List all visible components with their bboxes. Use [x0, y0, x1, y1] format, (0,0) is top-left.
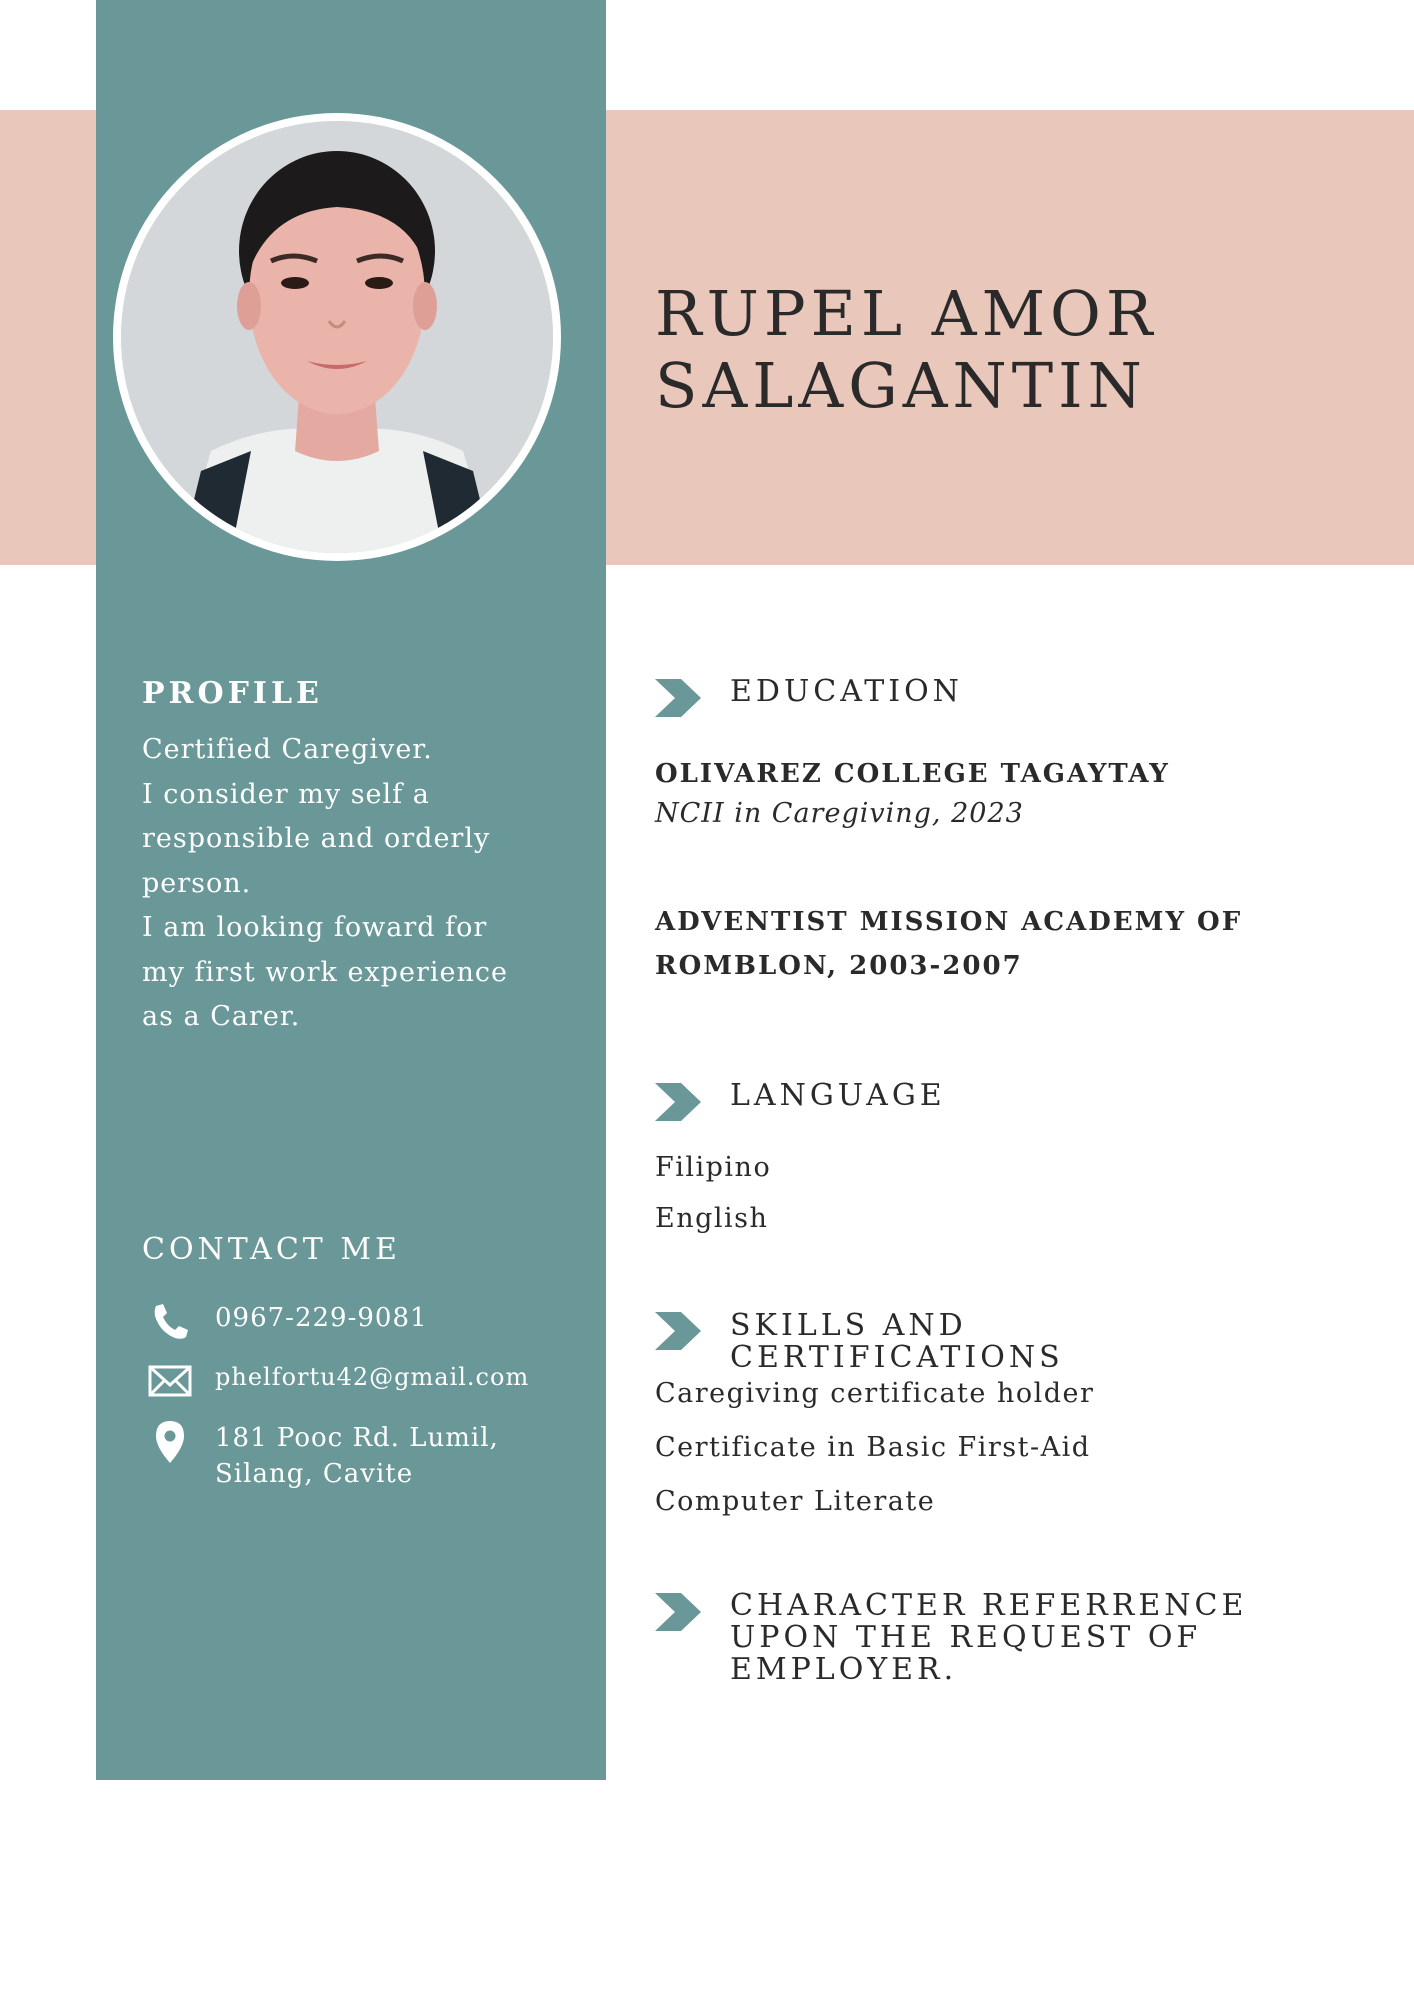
email-address[interactable]: phelfortu42@gmail.com [215, 1363, 530, 1391]
education-heading: EDUCATION [730, 674, 963, 709]
phone-icon [148, 1300, 192, 1344]
school-detail: NCII in Caregiving, 2023 [655, 798, 1024, 829]
profile-line: as a Carer. [142, 1001, 301, 1032]
address-line-1: 181 Pooc Rd. Lumil, [215, 1423, 499, 1453]
chevron-right-icon [655, 1593, 701, 1631]
reference-line-3: EMPLOYER. [730, 1652, 958, 1687]
candidate-name [655, 278, 1158, 422]
envelope-icon [148, 1359, 192, 1403]
character-reference-heading [730, 1590, 1247, 1686]
address-line-2: Silang, Cavite [215, 1459, 414, 1489]
school-name: OLIVAREZ COLLEGE TAGAYTAY [655, 759, 1170, 789]
skills-heading-line-2: CERTIFICATIONS [730, 1340, 1064, 1375]
name-line-2: SALAGANTIN [655, 349, 1147, 422]
profile-line: Certified Caregiver. [142, 734, 433, 765]
skill-item: Computer Literate [655, 1486, 936, 1517]
skill-item: Caregiving certificate holder [655, 1378, 1095, 1409]
school-name-line-2: ROMBLON, 2003-2007 [655, 951, 1023, 981]
contact-heading: CONTACT ME [142, 1232, 401, 1267]
profile-line: I am looking foward for [142, 912, 488, 943]
profile-line: my first work experience [142, 956, 508, 988]
skill-item: Certificate in Basic First-Aid [655, 1432, 1091, 1463]
profile-summary [142, 728, 542, 1040]
chevron-right-icon [655, 1312, 701, 1350]
profile-photo [121, 121, 553, 553]
profile-heading: PROFILE [142, 676, 323, 711]
profile-line: person. [142, 867, 252, 899]
location-pin-icon [148, 1416, 192, 1466]
language-item: English [655, 1203, 769, 1234]
school-name [655, 900, 1242, 988]
chevron-right-icon [655, 679, 701, 717]
profile-line: responsible and orderly [142, 823, 491, 854]
phone-number[interactable]: 0967-229-9081 [215, 1303, 428, 1333]
language-item: Filipino [655, 1152, 772, 1183]
reference-line-1: CHARACTER REFERRENCE [730, 1588, 1248, 1623]
language-heading: LANGUAGE [730, 1078, 946, 1113]
skills-heading-line-1: SKILLS AND [730, 1308, 967, 1343]
profile-line: I consider my self a [142, 778, 430, 810]
skills-heading [730, 1310, 1064, 1374]
reference-line-2: UPON THE REQUEST OF [730, 1620, 1202, 1655]
school-name-line-1: ADVENTIST MISSION ACADEMY OF [655, 907, 1243, 937]
name-line-1: RUPEL AMOR [655, 277, 1158, 350]
chevron-right-icon [655, 1083, 701, 1121]
